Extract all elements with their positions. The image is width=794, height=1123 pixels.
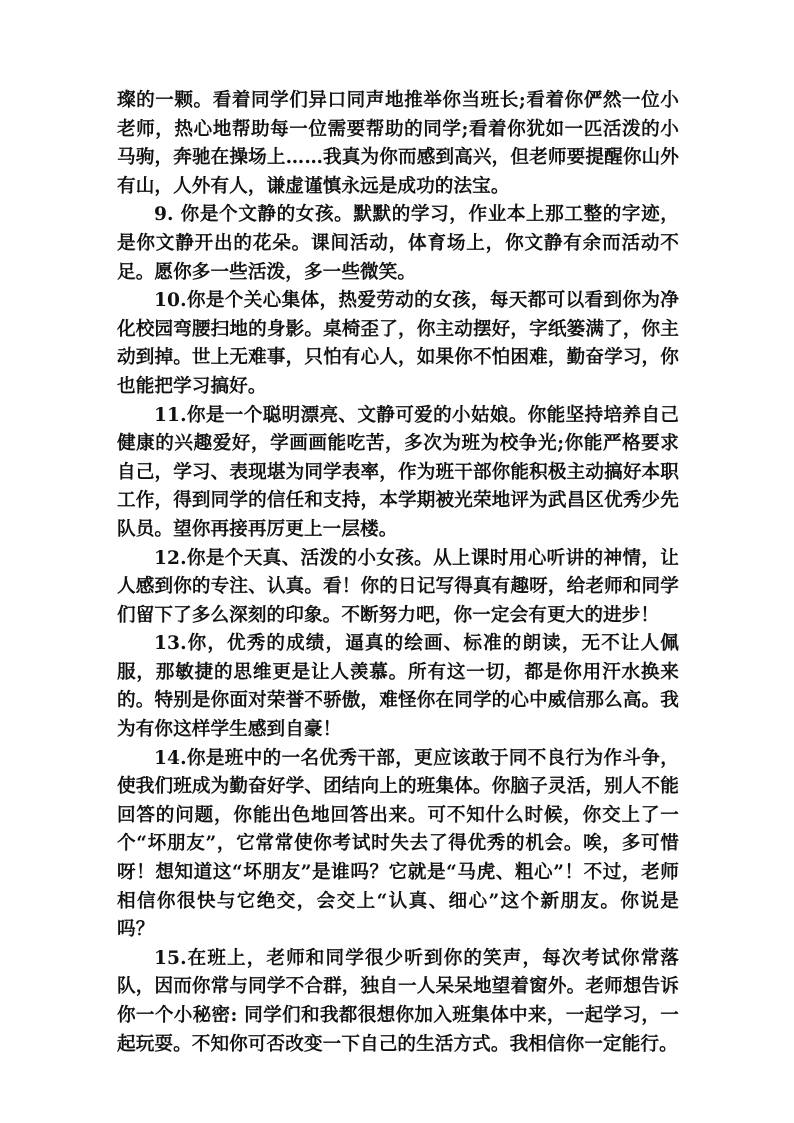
paragraph-comment-12: 12.你是个天真、活泼的小女孩。从上课时用心听讲的神情，让人感到你的专注、认真。看！你的日记写得真有趣呀，给老师和同学们留下了多么深刻的印象。不断努力吧，你一定会有更大的进步！ [117,547,679,626]
paragraph-continuation: 璨的一颗。看着同学们异口同声地推举你当班长;看着你俨然一位小老师，热心地帮助每一位需要帮助的同学;看着你犹如一匹活泼的小马驹，奔驰在操场上……我真为你而感到高兴，但老师要提醒你山外有山，人外有人，谦虚谨慎永远是成功的法宝。 [117,90,679,197]
paragraph-comment-14: 14.你是班中的一名优秀干部，更应该敢于同不良行为作斗争，使我们班成为勤奋好学、团结向上的班集体。你脑子灵活，别人不能回答的问题，你能出色地回答出来。可不知什么时候，你交上了一个“坏朋友”，它常常使你考试时失去了得优秀的机会。唉，多可惜呀！想知道这“坏朋友”是谁吗？它就是“马虎、粗心”！不过，老师相信你很快与它绝交，会交上“认真、细心”这个新朋友。你说是吗？ [117,747,679,941]
paragraph-comment-15: 15.在班上，老师和同学很少听到你的笑声，每次考试你常落队，因而你常与同学不合群，独自一人呆呆地望着窗外。老师想告诉你一个小秘密: 同学们和我都很想你加入班集体中来，一起学习，一起玩耍。不知你可否改变一下自己的生活方式。我相信你一定能行。 [117,947,679,1055]
paragraph-comment-11: 11.你是一个聪明漂亮、文静可爱的小姑娘。你能坚持培养自己健康的兴趣爱好，学画画能吃苦，多次为班为校争光;你能严格要求自己，学习、表现堪为同学表率，作为班干部你能积极主动搞好本职工作，得到同学的信任和支持，本学期被光荣地评为武昌区优秀少先队员。望你再接再厉更上一层楼。 [117,404,679,540]
document-page [117,87,679,1059]
paragraph-comment-9: 9. 你是个文静的女孩。默默的学习，作业本上那工整的字迹，是你文静开出的花朵。课间活动，体育场上，你文静有余而活动不足。愿你多一些活泼，多一些微笑。 [117,204,679,283]
paragraph-comment-13: 13.你，优秀的成绩，逼真的绘画、标准的朗读，无不让人佩服，那敏捷的思维更是让人羡慕。所有这一切，都是你用汗水换来的。特别是你面对荣誉不骄傲，难怪你在同学的心中威信那么高。我为有你这样学生感到自豪！ [117,633,679,741]
paragraph-comment-10: 10.你是个关心集体，热爱劳动的女孩，每天都可以看到你为净化校园弯腰扫地的身影。桌椅歪了，你主动摆好，字纸篓满了，你主动到掉。世上无难事，只怕有心人，如果你不怕困难，勤奋学习，你也能把学习搞好。 [117,290,679,397]
